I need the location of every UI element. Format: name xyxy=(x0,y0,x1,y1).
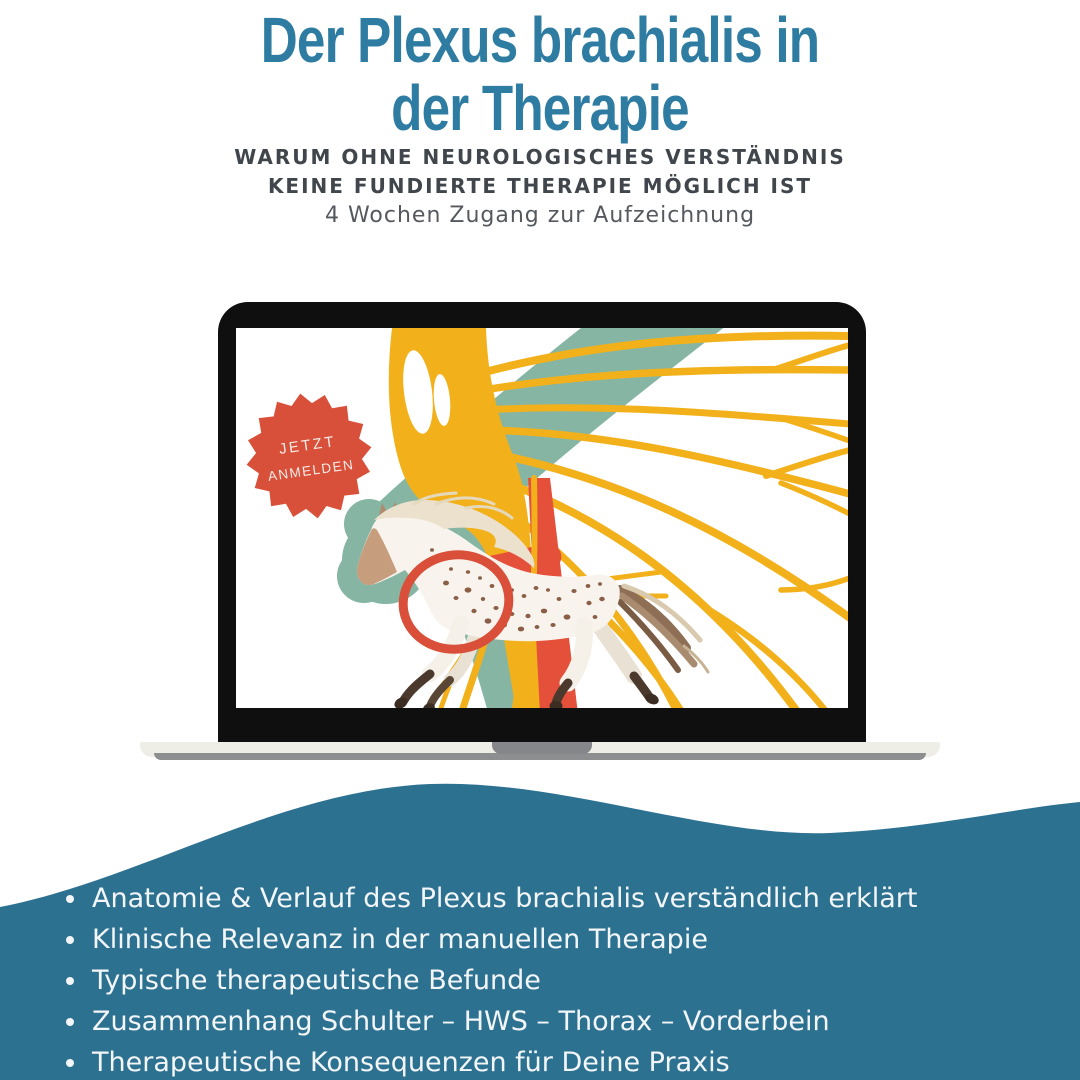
bullet-dot-icon xyxy=(66,1018,74,1026)
screen-illustration xyxy=(236,328,848,708)
laptop-screen xyxy=(236,328,848,708)
page-title xyxy=(108,6,972,142)
laptop-notch xyxy=(492,742,592,754)
laptop-base-edge xyxy=(154,753,926,760)
list-item xyxy=(62,1007,1052,1036)
list-item xyxy=(62,966,1052,995)
list-item xyxy=(62,884,1052,913)
bullet-dot-icon xyxy=(66,895,74,903)
bullet-dot-icon xyxy=(66,1059,74,1067)
subtitle-line-1: WARUM OHNE NEUROLOGISCHES VERSTÄNDNIS xyxy=(234,145,846,169)
benefit-text: Anatomie & Verlauf des Plexus brachialis verständlich erklärt xyxy=(92,883,918,914)
page-title-line-1: Der Plexus brachialis in xyxy=(260,4,820,76)
benefits-list xyxy=(62,884,1052,1080)
list-item xyxy=(62,925,1052,954)
benefit-text: Zusammenhang Schulter – HWS – Thorax – Vorderbein xyxy=(92,1006,830,1037)
bullet-dot-icon xyxy=(66,936,74,944)
list-item xyxy=(62,1048,1052,1077)
access-tagline: 4 Wochen Zugang zur Aufzeichnung xyxy=(324,203,756,228)
badge-line-1: JETZT xyxy=(277,433,338,459)
benefit-text: Typische therapeutische Befunde xyxy=(92,965,541,996)
badge-line-2: ANMELDEN xyxy=(266,456,356,484)
subtitle-line-2: KEINE FUNDIERTE THERAPIE MÖGLICH IST xyxy=(267,174,813,198)
page-title-line-2: der Therapie xyxy=(391,72,689,144)
benefit-text: Therapeutische Konsequenzen für Deine Praxis xyxy=(92,1047,730,1078)
benefit-text: Klinische Relevanz in der manuellen Therapie xyxy=(92,924,708,955)
bullet-dot-icon xyxy=(66,977,74,985)
subtitle xyxy=(0,143,1080,201)
